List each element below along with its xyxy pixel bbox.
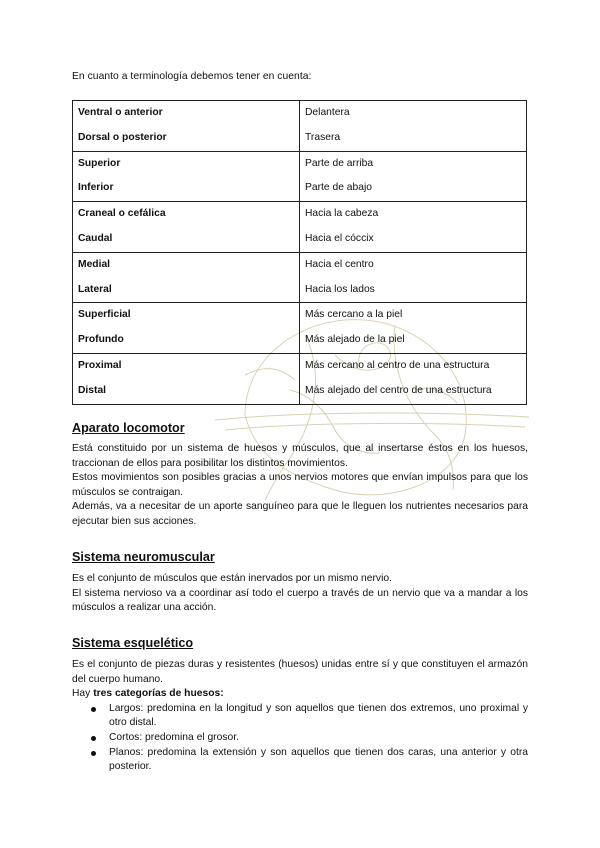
definition: Más alejado del centro de una estructura (305, 384, 492, 396)
term: Profundo (78, 334, 124, 346)
section-heading: Sistema neuromuscular (72, 550, 215, 564)
paragraph: Está constituido por un sistema de huesos y músculos, que al insertarse éstos en los huesos, traccionan de ellos para posibilitar los distintos movimientos. (72, 443, 528, 469)
term: Craneal o cefálica (78, 208, 166, 220)
section-sistema-neuromuscular (72, 549, 528, 616)
intro-text: En cuanto a terminología debemos tener en cuenta: (72, 71, 312, 82)
table-row (73, 353, 527, 404)
definition-cell (300, 151, 527, 202)
list-item: Cortos: predomina el grosor. (72, 731, 528, 746)
term-cell (73, 353, 300, 404)
categories-colon: : (220, 688, 224, 700)
definition: Hacia el cóccix (305, 232, 374, 244)
section-heading: Sistema esquelético (72, 636, 194, 650)
definition: Parte de abajo (305, 182, 372, 194)
term: Distal (78, 384, 107, 396)
term-cell (73, 151, 300, 202)
section-heading: Aparato locomotor (72, 421, 185, 435)
definition-cell (300, 303, 527, 354)
table-row (73, 151, 527, 202)
paragraph: Es el conjunto de músculos que están inervados por un mismo nervio. (72, 573, 392, 584)
definition: Hacia la cabeza (305, 208, 379, 220)
definition: Parte de arriba (305, 157, 374, 169)
definition: Más cercano a la piel (305, 309, 403, 321)
term: Dorsal o posterior (78, 131, 167, 143)
definition-cell (300, 202, 527, 253)
term: Proximal (78, 359, 122, 371)
definition: Delantera (305, 107, 350, 118)
definition: Más alejado de la piel (305, 334, 405, 346)
term-cell (73, 303, 300, 354)
term: Caudal (78, 232, 113, 244)
definition-cell (300, 101, 527, 152)
term: Ventral o anterior (78, 107, 163, 118)
definition-cell (300, 353, 527, 404)
categories-emphasis: tres categorías de huesos (93, 688, 221, 700)
bone-categories-list (72, 702, 528, 775)
paragraph: Además, va a necesitar de un aporte sanguíneo para que le lleguen los nutrientes necesarios para ejecutar bien sus acciones. (72, 501, 528, 527)
table-row (73, 202, 527, 253)
term-cell (73, 101, 300, 152)
definition: Trasera (305, 131, 341, 143)
definition: Más cercano al centro de una estructura (305, 359, 490, 371)
list-item: Planos: predomina la extensión y son aquellos que tienen dos caras, una anterior y otra posterior. (72, 746, 528, 775)
table-row (73, 252, 527, 303)
table-row (73, 303, 527, 354)
term: Medial (78, 258, 111, 270)
table-row (73, 101, 527, 152)
term: Lateral (78, 283, 112, 295)
term-cell (73, 252, 300, 303)
paragraph: Estos movimientos son posibles gracias a unos nervios motores que envían impulsos para que los músculos se contraigan. (72, 472, 528, 498)
definition: Hacia el centro (305, 258, 374, 270)
term-cell (73, 202, 300, 253)
paragraph: Es el conjunto de piezas duras y resistentes (huesos) unidas entre sí y que constituyen el armazón del cuerpo humano. (72, 659, 528, 685)
section-sistema-esqueletico (72, 635, 528, 775)
term: Superior (78, 157, 121, 169)
term: Inferior (78, 182, 114, 194)
term: Superficial (78, 309, 131, 321)
definition-cell (300, 252, 527, 303)
section-aparato-locomotor (72, 420, 528, 530)
paragraph: El sistema nervioso va a coordinar así todo el cuerpo a través de un nervio que va a mandar a los músculos a realizar una acción. (72, 587, 528, 614)
categories-prefix: Hay (72, 688, 94, 700)
definition: Hacia los lados (305, 283, 375, 295)
list-item: Largos: predomina en la longitud y son aquellos que tienen dos extremos, uno proximal y otro distal. (72, 702, 528, 731)
terminology-table (72, 100, 527, 405)
categories-line (72, 687, 528, 702)
